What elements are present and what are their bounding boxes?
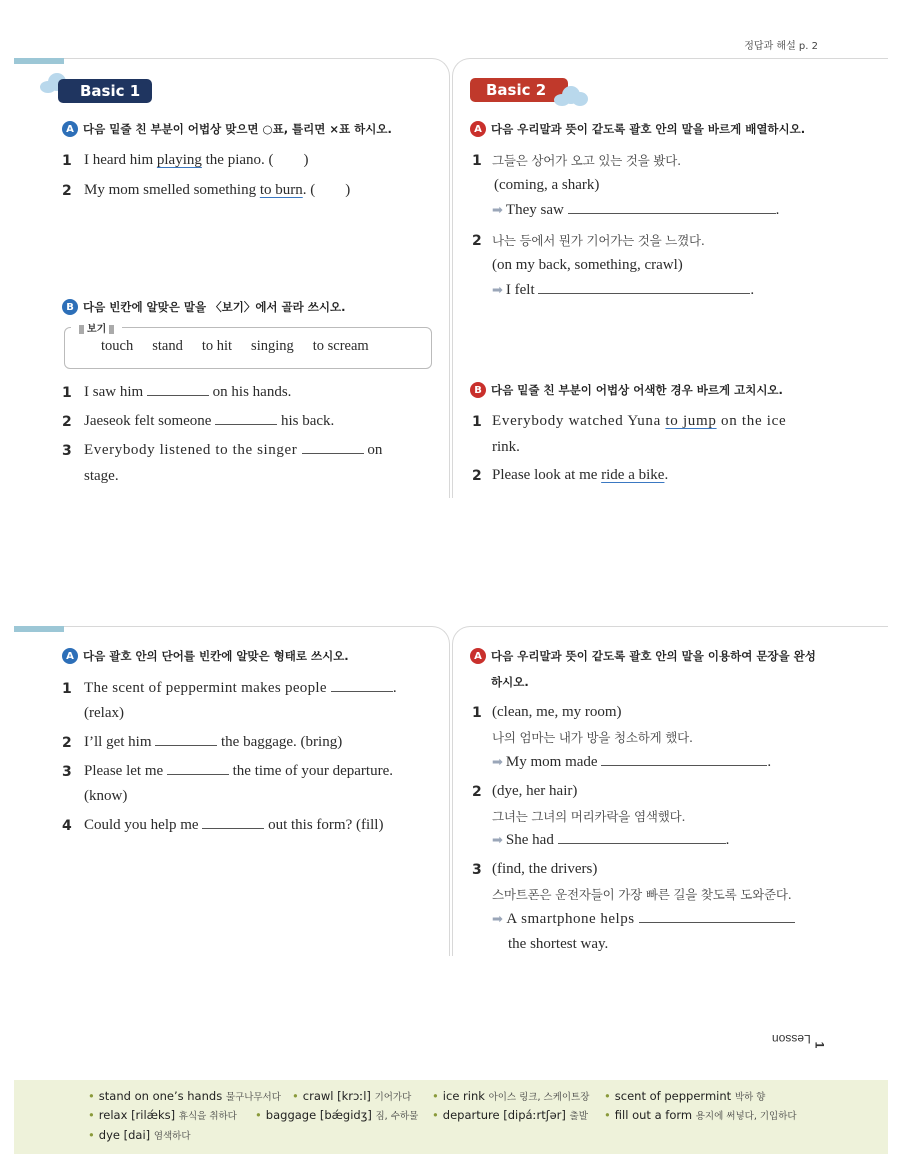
word-bank-word: to hit [201,338,233,354]
answer-blank[interactable] [202,828,264,829]
question-text-continued: the shortest way. [508,936,609,952]
question-text: My mom smelled something to burn. ( ) [84,182,351,198]
answer-reference: 정답과 해설 p. 2 [744,41,818,52]
question-number: 2 [472,233,482,249]
underlined-phrase: to jump [665,413,717,429]
instruction-text: 다음 빈칸에 알맞은 말을 〈보기〉에서 골라 쓰시오. [83,300,346,314]
answer-blank[interactable] [331,691,393,692]
answer-blank[interactable] [215,424,277,425]
question-text: I’ll get him the baggage. (bring) [84,734,343,750]
underlined-phrase: playing [156,152,202,168]
section-letter-icon: A [470,121,486,137]
question-number: 1 [472,153,482,169]
hint-words: (find, the drivers) [492,861,598,877]
lesson-label: Lesson 1 [771,1032,827,1049]
word-bank-word: touch [101,338,134,354]
answer-blank[interactable] [167,774,229,775]
question-number: 1 [62,153,72,169]
hint-words: (clean, me, my room) [492,704,622,720]
answer-line: ➡ My mom made . [492,754,772,770]
question-number: 1 [62,681,72,697]
instruction-text: 다음 밑줄 친 부분이 어법상 어색한 경우 바르게 고치시오. [491,383,783,397]
basic2-badge-wrap [470,78,568,102]
answer-blank[interactable] [147,395,209,396]
section-letter-icon: A [470,648,486,664]
instruction-text: 다음 밑줄 친 부분이 어법상 맞으면 ○표, 틀리면 ×표 하시오. [83,122,392,136]
word-bank-word: singing [251,338,294,354]
question-text: Everybody listened to the singer on [84,442,383,458]
question-text-continued: stage. [84,468,119,484]
glossary-item: • fill out a form 용지에 써넣다, 기입하다 [604,1108,797,1122]
question-number: 3 [472,862,482,878]
underlined-phrase: to burn [259,182,303,198]
instruction-text: 다음 우리말과 뜻이 같도록 괄호 안의 말을 이용하여 문장을 완성 [491,649,816,663]
answer-line: ➡ They saw . [492,202,780,218]
question-number: 1 [472,705,482,721]
korean-sentence: 스마트폰은 운전자들이 가장 빠른 길을 찾도록 도와준다. [492,887,792,902]
answer-line: ➡ She had . [492,832,730,848]
question-text: Everybody watched Yuna to jump on the ice [492,413,787,429]
answer-blank[interactable] [639,922,795,923]
underlined-phrase: ride a bike [601,467,665,483]
glossary-item: • baggage [bǽgidʒ] 짐, 수하물 [255,1108,419,1122]
section-letter-icon: B [470,382,486,398]
answer-blank[interactable] [568,213,776,214]
word-bank-box [64,324,432,369]
korean-sentence: 그녀는 그녀의 머리카락을 염색했다. [492,809,686,824]
glossary-item: • scent of peppermint 박하 향 [604,1089,766,1103]
korean-sentence: 그들은 상어가 오고 있는 것을 봤다. [492,153,681,168]
basic1-badge-wrap [58,79,152,103]
korean-sentence: 나의 엄마는 내가 방을 청소하게 했다. [492,730,693,745]
answer-line: ➡ I felt . [492,282,755,298]
glossary-item: • ice rink 아이스 링크, 스케이트장 [432,1089,590,1103]
arrow-icon: ➡ [492,203,503,218]
lower-tab-marker [14,626,64,632]
basic2-section-a-heading [470,121,805,137]
glossary-item: • dye [dai] 염색하다 [88,1128,191,1142]
question-text-continued: rink. [492,439,520,455]
basic1-badge: Basic 1 [58,79,152,103]
basic1-section-a-heading [62,121,392,137]
question-text: I saw him on his hands. [84,384,292,400]
arrow-icon: ➡ [492,283,503,298]
question-text-continued: (relax) [84,705,124,721]
answer-blank[interactable] [601,765,767,766]
question-number: 1 [62,385,72,401]
answer-blank[interactable] [538,293,750,294]
instruction-text-continued: 하시오. [491,675,529,689]
section-letter-icon: A [62,121,78,137]
question-number: 2 [472,784,482,800]
answer-line: ➡ A smartphone helps [492,907,795,932]
question-number: 3 [62,764,72,780]
glossary-item: • crawl [krɔːl] 기어가다 [292,1089,412,1103]
answer-blank[interactable] [558,843,726,844]
question-text: Please let me the time of your departure. [84,763,393,779]
korean-sentence: 나는 등에서 뭔가 기어가는 것을 느꼈다. [492,233,705,248]
arrow-icon: ➡ [492,755,503,770]
hint-words: (on my back, something, crawl) [492,257,683,273]
question-number: 4 [62,818,72,834]
question-text-continued: (know) [84,788,128,804]
question-number: 2 [472,468,482,484]
word-bank-word: stand [152,338,183,354]
basic1-section-b-heading [62,299,345,315]
question-text: Could you help me out this form? (fill) [84,817,384,833]
arrow-icon: ➡ [492,912,504,927]
word-bank-word: to scream [312,338,369,354]
lower-left-section-a-heading [62,648,349,664]
word-bank-label: 보기 [71,320,122,335]
glossary-item: • relax [rilǽks] 휴식을 취하다 [88,1108,237,1122]
section-letter-icon: A [62,648,78,664]
lower-right-section-a-heading [470,648,816,664]
answer-blank[interactable] [302,453,364,454]
question-number: 2 [62,414,72,430]
basic2-section-b-heading [470,382,783,398]
section-letter-icon: B [62,299,78,315]
question-number: 3 [62,443,72,459]
question-number: 1 [472,414,482,430]
word-bank-words [101,338,369,355]
question-text: Please look at me ride a bike. [492,467,669,483]
basic2-badge: Basic 2 [470,78,568,102]
question-text: Jaeseok felt someone his back. [84,413,335,429]
instruction-text: 다음 괄호 안의 단어를 빈칸에 알맞은 형태로 쓰시오. [83,649,349,663]
hint-words: (dye, her hair) [492,783,578,799]
hint-words: (coming, a shark) [494,177,600,193]
glossary-item: • stand on one’s hands 물구나무서다 [88,1089,281,1103]
basic1-tab-marker [14,58,64,64]
cloud-icon [554,86,590,106]
answer-blank[interactable] [155,745,217,746]
question-number: 2 [62,183,72,199]
question-number: 2 [62,735,72,751]
arrow-icon: ➡ [492,833,503,848]
question-text: I heard him playing the piano. ( ) [84,152,309,168]
glossary-item: • departure [dipáːrtʃər] 출발 [432,1108,588,1122]
question-text: The scent of peppermint makes people . [84,680,397,696]
instruction-text: 다음 우리말과 뜻이 같도록 괄호 안의 말을 바르게 배열하시오. [491,122,806,136]
